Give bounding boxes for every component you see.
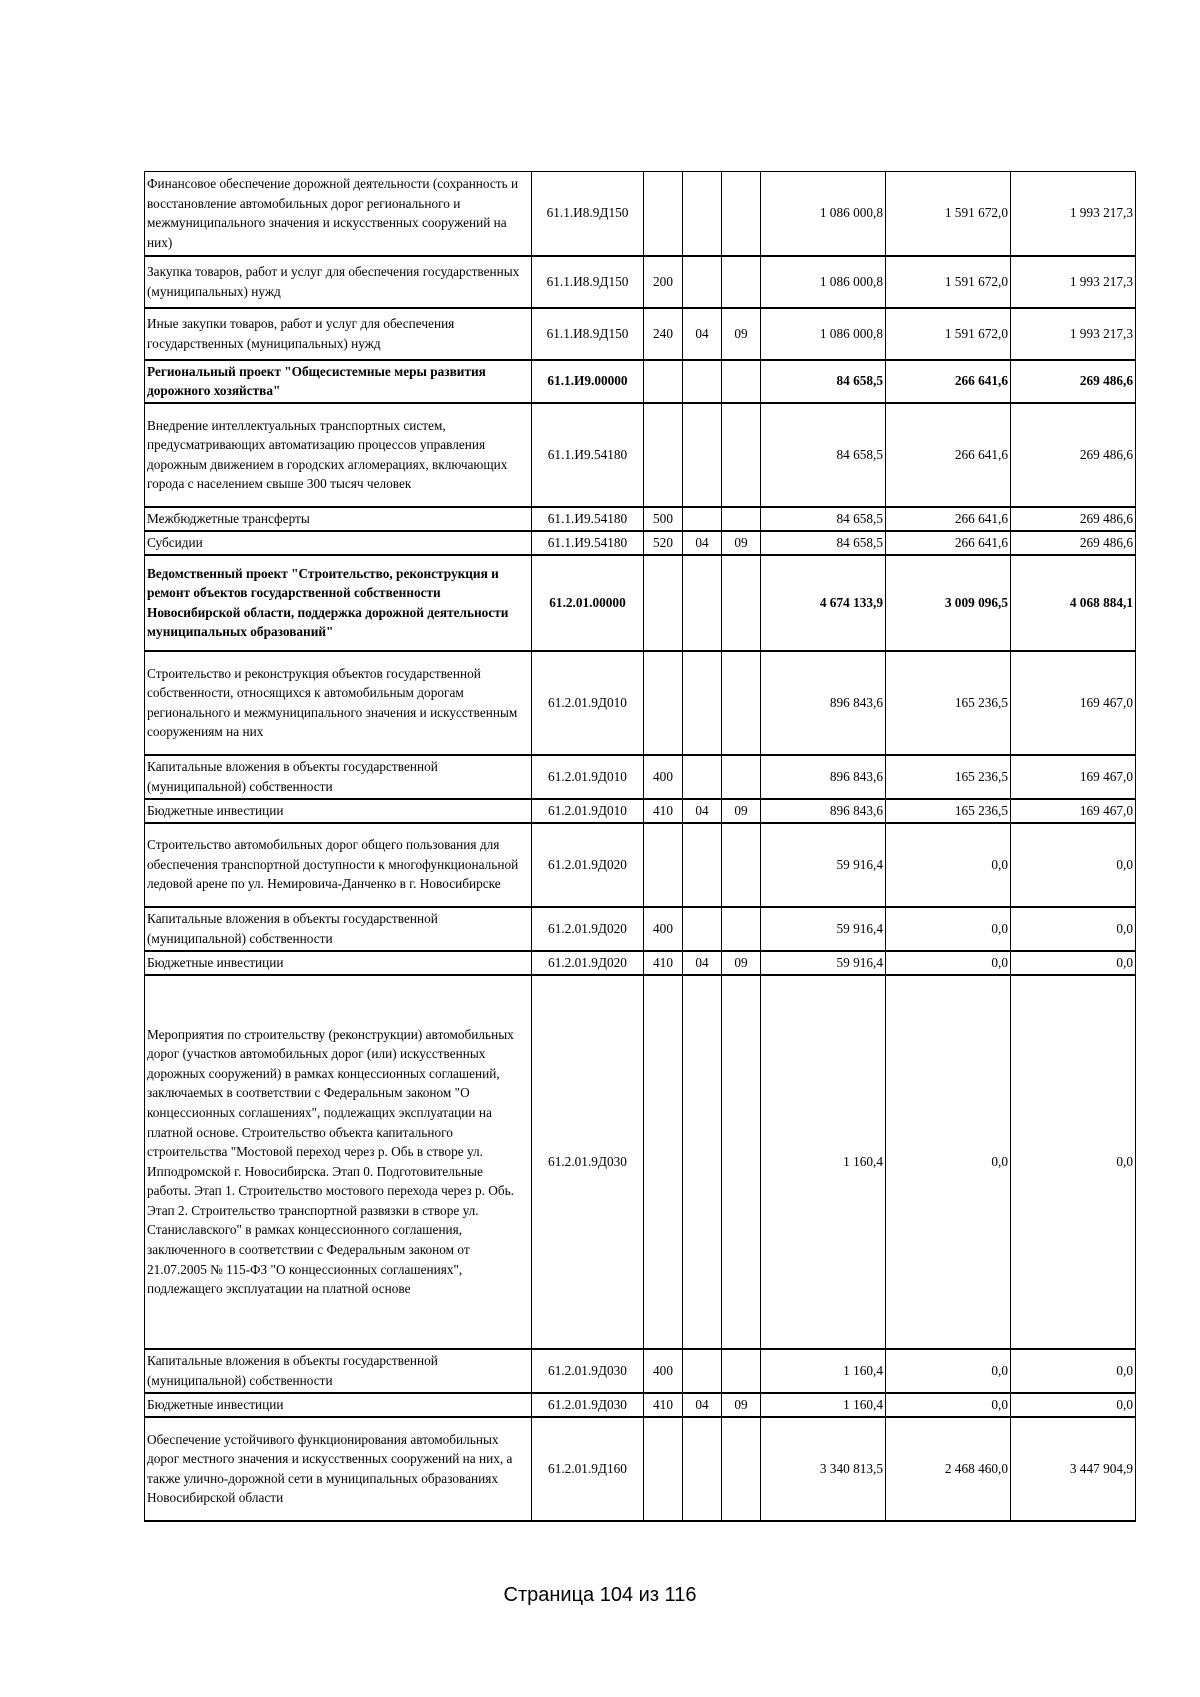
- row-amount-year3: 269 486,6: [1011, 531, 1136, 555]
- row-subsection: [722, 823, 761, 907]
- row-section: [683, 507, 722, 531]
- row-name: Бюджетные инвестиции: [145, 951, 532, 975]
- row-expense-type: 400: [644, 907, 683, 951]
- row-expense-type: 200: [644, 256, 683, 308]
- row-amount-year2: 266 641,6: [886, 360, 1011, 403]
- row-expense-type: [644, 360, 683, 403]
- table-row: [145, 1349, 1136, 1393]
- row-section: 04: [683, 799, 722, 823]
- row-amount-year2: 0,0: [886, 1349, 1011, 1393]
- row-amount-year2: 0,0: [886, 823, 1011, 907]
- row-amount-year2: 1 591 672,0: [886, 256, 1011, 308]
- row-amount-year3: 1 993 217,3: [1011, 256, 1136, 308]
- row-expense-type: [644, 651, 683, 755]
- row-section: 04: [683, 1393, 722, 1417]
- row-section: 04: [683, 951, 722, 975]
- row-code: 61.2.01.9Д030: [532, 1393, 644, 1417]
- row-expense-type: 500: [644, 507, 683, 531]
- table-row: [145, 651, 1136, 755]
- row-name: Закупка товаров, работ и услуг для обеспечения государственных (муниципальных) нужд: [145, 256, 532, 308]
- row-amount-year3: 4 068 884,1: [1011, 555, 1136, 651]
- row-amount-year1: 84 658,5: [761, 507, 886, 531]
- row-amount-year1: 896 843,6: [761, 799, 886, 823]
- row-amount-year2: 1 591 672,0: [886, 172, 1011, 256]
- row-amount-year3: 1 993 217,3: [1011, 172, 1136, 256]
- row-amount-year1: 84 658,5: [761, 531, 886, 555]
- row-name: Ведомственный проект "Строительство, реконструкция и ремонт объектов государственной собственности Новосибирской области, поддержка дорожной деятельности муниципальных образований": [145, 555, 532, 651]
- row-amount-year2: 3 009 096,5: [886, 555, 1011, 651]
- table-row: [145, 1393, 1136, 1417]
- row-name: Иные закупки товаров, работ и услуг для обеспечения государственных (муниципальных) нужд: [145, 308, 532, 360]
- row-subsection: 09: [722, 1393, 761, 1417]
- row-section: [683, 1349, 722, 1393]
- row-name: Финансовое обеспечение дорожной деятельности (сохранность и восстановление автомобильных дорог регионального и межмуниципального значения и искусственных сооружений на них): [145, 172, 532, 256]
- row-amount-year2: 0,0: [886, 951, 1011, 975]
- table-row: [145, 403, 1136, 507]
- table-row: [145, 823, 1136, 907]
- row-section: [683, 651, 722, 755]
- row-section: 04: [683, 531, 722, 555]
- table-row: [145, 308, 1136, 360]
- row-name: Капитальные вложения в объекты государственной (муниципальной) собственности: [145, 755, 532, 799]
- row-subsection: [722, 507, 761, 531]
- row-subsection: 09: [722, 531, 761, 555]
- row-amount-year2: 266 641,6: [886, 403, 1011, 507]
- row-expense-type: [644, 975, 683, 1349]
- table-row: [145, 799, 1136, 823]
- table-row: [145, 256, 1136, 308]
- row-amount-year3: 269 486,6: [1011, 360, 1136, 403]
- row-expense-type: 240: [644, 308, 683, 360]
- row-subsection: [722, 172, 761, 256]
- row-expense-type: 520: [644, 531, 683, 555]
- row-section: [683, 823, 722, 907]
- row-section: [683, 755, 722, 799]
- row-name: Бюджетные инвестиции: [145, 799, 532, 823]
- row-code: 61.1.И9.00000: [532, 360, 644, 403]
- row-amount-year2: 0,0: [886, 1393, 1011, 1417]
- row-expense-type: 400: [644, 1349, 683, 1393]
- row-name: Обеспечение устойчивого функционирования автомобильных дорог местного значения и искусственных сооружений на них, а также улично-дорожной сети в муниципальных образованиях Новосибирской области: [145, 1417, 532, 1521]
- row-code: 61.1.И8.9Д150: [532, 256, 644, 308]
- row-section: [683, 256, 722, 308]
- row-name: Межбюджетные трансферты: [145, 507, 532, 531]
- row-amount-year2: 0,0: [886, 975, 1011, 1349]
- row-amount-year1: 1 086 000,8: [761, 256, 886, 308]
- row-amount-year2: 266 641,6: [886, 507, 1011, 531]
- table-row: [145, 1417, 1136, 1521]
- row-amount-year2: 266 641,6: [886, 531, 1011, 555]
- row-code: 61.2.01.9Д010: [532, 799, 644, 823]
- row-amount-year1: 1 086 000,8: [761, 308, 886, 360]
- row-section: [683, 975, 722, 1349]
- row-amount-year1: 59 916,4: [761, 907, 886, 951]
- row-amount-year2: 2 468 460,0: [886, 1417, 1011, 1521]
- row-subsection: [722, 755, 761, 799]
- row-amount-year2: 165 236,5: [886, 651, 1011, 755]
- row-subsection: 09: [722, 308, 761, 360]
- row-subsection: [722, 1417, 761, 1521]
- row-expense-type: [644, 403, 683, 507]
- row-name: Капитальные вложения в объекты государственной (муниципальной) собственности: [145, 907, 532, 951]
- table-row: [145, 531, 1136, 555]
- row-subsection: [722, 403, 761, 507]
- row-name: Внедрение интеллектуальных транспортных систем, предусматривающих автоматизацию процессов управления дорожным движением в городских агломерациях, включающих города с населением свыше 300 тысяч человек: [145, 403, 532, 507]
- row-amount-year3: 0,0: [1011, 951, 1136, 975]
- row-amount-year1: 896 843,6: [761, 755, 886, 799]
- table-row: [145, 507, 1136, 531]
- row-amount-year3: 169 467,0: [1011, 651, 1136, 755]
- row-subsection: [722, 907, 761, 951]
- row-code: 61.2.01.9Д020: [532, 823, 644, 907]
- row-code: 61.2.01.9Д030: [532, 1349, 644, 1393]
- row-amount-year3: 169 467,0: [1011, 799, 1136, 823]
- row-amount-year3: 0,0: [1011, 1349, 1136, 1393]
- row-code: 61.2.01.00000: [532, 555, 644, 651]
- row-amount-year3: 3 447 904,9: [1011, 1417, 1136, 1521]
- row-amount-year3: 0,0: [1011, 823, 1136, 907]
- row-amount-year2: 165 236,5: [886, 799, 1011, 823]
- row-expense-type: 410: [644, 951, 683, 975]
- row-amount-year1: 1 160,4: [761, 1393, 886, 1417]
- row-name: Региональный проект "Общесистемные меры развития дорожного хозяйства": [145, 360, 532, 403]
- row-amount-year3: 269 486,6: [1011, 403, 1136, 507]
- row-expense-type: [644, 1417, 683, 1521]
- row-name: Субсидии: [145, 531, 532, 555]
- table-row: [145, 951, 1136, 975]
- row-amount-year1: 1 160,4: [761, 975, 886, 1349]
- row-expense-type: 400: [644, 755, 683, 799]
- table-row: [145, 172, 1136, 256]
- row-code: 61.2.01.9Д160: [532, 1417, 644, 1521]
- row-subsection: [722, 360, 761, 403]
- row-code: 61.2.01.9Д010: [532, 651, 644, 755]
- row-name: Капитальные вложения в объекты государственной (муниципальной) собственности: [145, 1349, 532, 1393]
- row-section: [683, 555, 722, 651]
- row-section: [683, 1417, 722, 1521]
- row-name: Мероприятия по строительству (реконструкции) автомобильных дорог (участков автомобильных дорог (или) искусственных дорожных сооружений) в рамках концессионных соглашений, заключаемых в соответствии с Федеральным законом "О концессионных соглашениях", подлежащих эксплуатации на платной основе. Строительство объекта капитального строительства "Мостовой переход через р. Обь в створе ул. Ипподромской г. Новосибирска. Этап 0. Подготовительные работы. Этап 1. Строительство мостового перехода через р. Обь. Этап 2. Строительство транспортной развязки в створе ул. Станиславского" в рамках концессионного соглашения, заключенного в соответствии с Федеральным законом от 21.07.2005 № 115-ФЗ "О концессионных соглашениях", подлежащего эксплуатации на платной основе: [145, 975, 532, 1349]
- row-code: 61.2.01.9Д020: [532, 907, 644, 951]
- row-code: 61.1.И9.54180: [532, 531, 644, 555]
- row-subsection: [722, 975, 761, 1349]
- row-amount-year1: 84 658,5: [761, 360, 886, 403]
- row-amount-year3: 0,0: [1011, 975, 1136, 1349]
- table-row: [145, 907, 1136, 951]
- row-code: 61.1.И9.54180: [532, 403, 644, 507]
- row-section: [683, 907, 722, 951]
- row-amount-year2: 165 236,5: [886, 755, 1011, 799]
- row-expense-type: 410: [644, 799, 683, 823]
- row-code: 61.2.01.9Д020: [532, 951, 644, 975]
- row-section: [683, 403, 722, 507]
- row-name: Строительство и реконструкция объектов государственной собственности, относящихся к автомобильным дорогам регионального и межмуниципального значения и искусственным сооружениям на них: [145, 651, 532, 755]
- row-code: 61.2.01.9Д010: [532, 755, 644, 799]
- row-amount-year1: 1 160,4: [761, 1349, 886, 1393]
- table-row: [145, 360, 1136, 403]
- row-subsection: [722, 1349, 761, 1393]
- row-name: Бюджетные инвестиции: [145, 1393, 532, 1417]
- row-expense-type: 410: [644, 1393, 683, 1417]
- row-amount-year1: 3 340 813,5: [761, 1417, 886, 1521]
- row-expense-type: [644, 172, 683, 256]
- row-amount-year3: 169 467,0: [1011, 755, 1136, 799]
- row-subsection: [722, 555, 761, 651]
- budget-table-body: [145, 172, 1136, 1521]
- row-amount-year1: 896 843,6: [761, 651, 886, 755]
- row-amount-year3: 0,0: [1011, 907, 1136, 951]
- row-code: 61.1.И8.9Д150: [532, 172, 644, 256]
- row-subsection: [722, 651, 761, 755]
- table-row: [145, 755, 1136, 799]
- row-name: Строительство автомобильных дорог общего пользования для обеспечения транспортной доступности к многофункциональной ледовой арене по ул. Немировича-Данченко в г. Новосибирске: [145, 823, 532, 907]
- row-expense-type: [644, 555, 683, 651]
- row-amount-year1: 84 658,5: [761, 403, 886, 507]
- table-row: [145, 555, 1136, 651]
- row-amount-year1: 59 916,4: [761, 823, 886, 907]
- row-expense-type: [644, 823, 683, 907]
- row-code: 61.2.01.9Д030: [532, 975, 644, 1349]
- row-amount-year1: 1 086 000,8: [761, 172, 886, 256]
- row-amount-year3: 1 993 217,3: [1011, 308, 1136, 360]
- row-subsection: 09: [722, 951, 761, 975]
- row-code: 61.1.И8.9Д150: [532, 308, 644, 360]
- row-amount-year2: 0,0: [886, 907, 1011, 951]
- row-amount-year3: 269 486,6: [1011, 507, 1136, 531]
- row-subsection: 09: [722, 799, 761, 823]
- row-subsection: [722, 256, 761, 308]
- budget-table: [144, 171, 1136, 1522]
- page-number: Страница 104 из 116: [503, 1584, 697, 1606]
- row-amount-year1: 4 674 133,9: [761, 555, 886, 651]
- table-row: [145, 975, 1136, 1349]
- row-section: [683, 360, 722, 403]
- row-section: [683, 172, 722, 256]
- row-section: 04: [683, 308, 722, 360]
- row-amount-year1: 59 916,4: [761, 951, 886, 975]
- row-amount-year3: 0,0: [1011, 1393, 1136, 1417]
- row-code: 61.1.И9.54180: [532, 507, 644, 531]
- row-amount-year2: 1 591 672,0: [886, 308, 1011, 360]
